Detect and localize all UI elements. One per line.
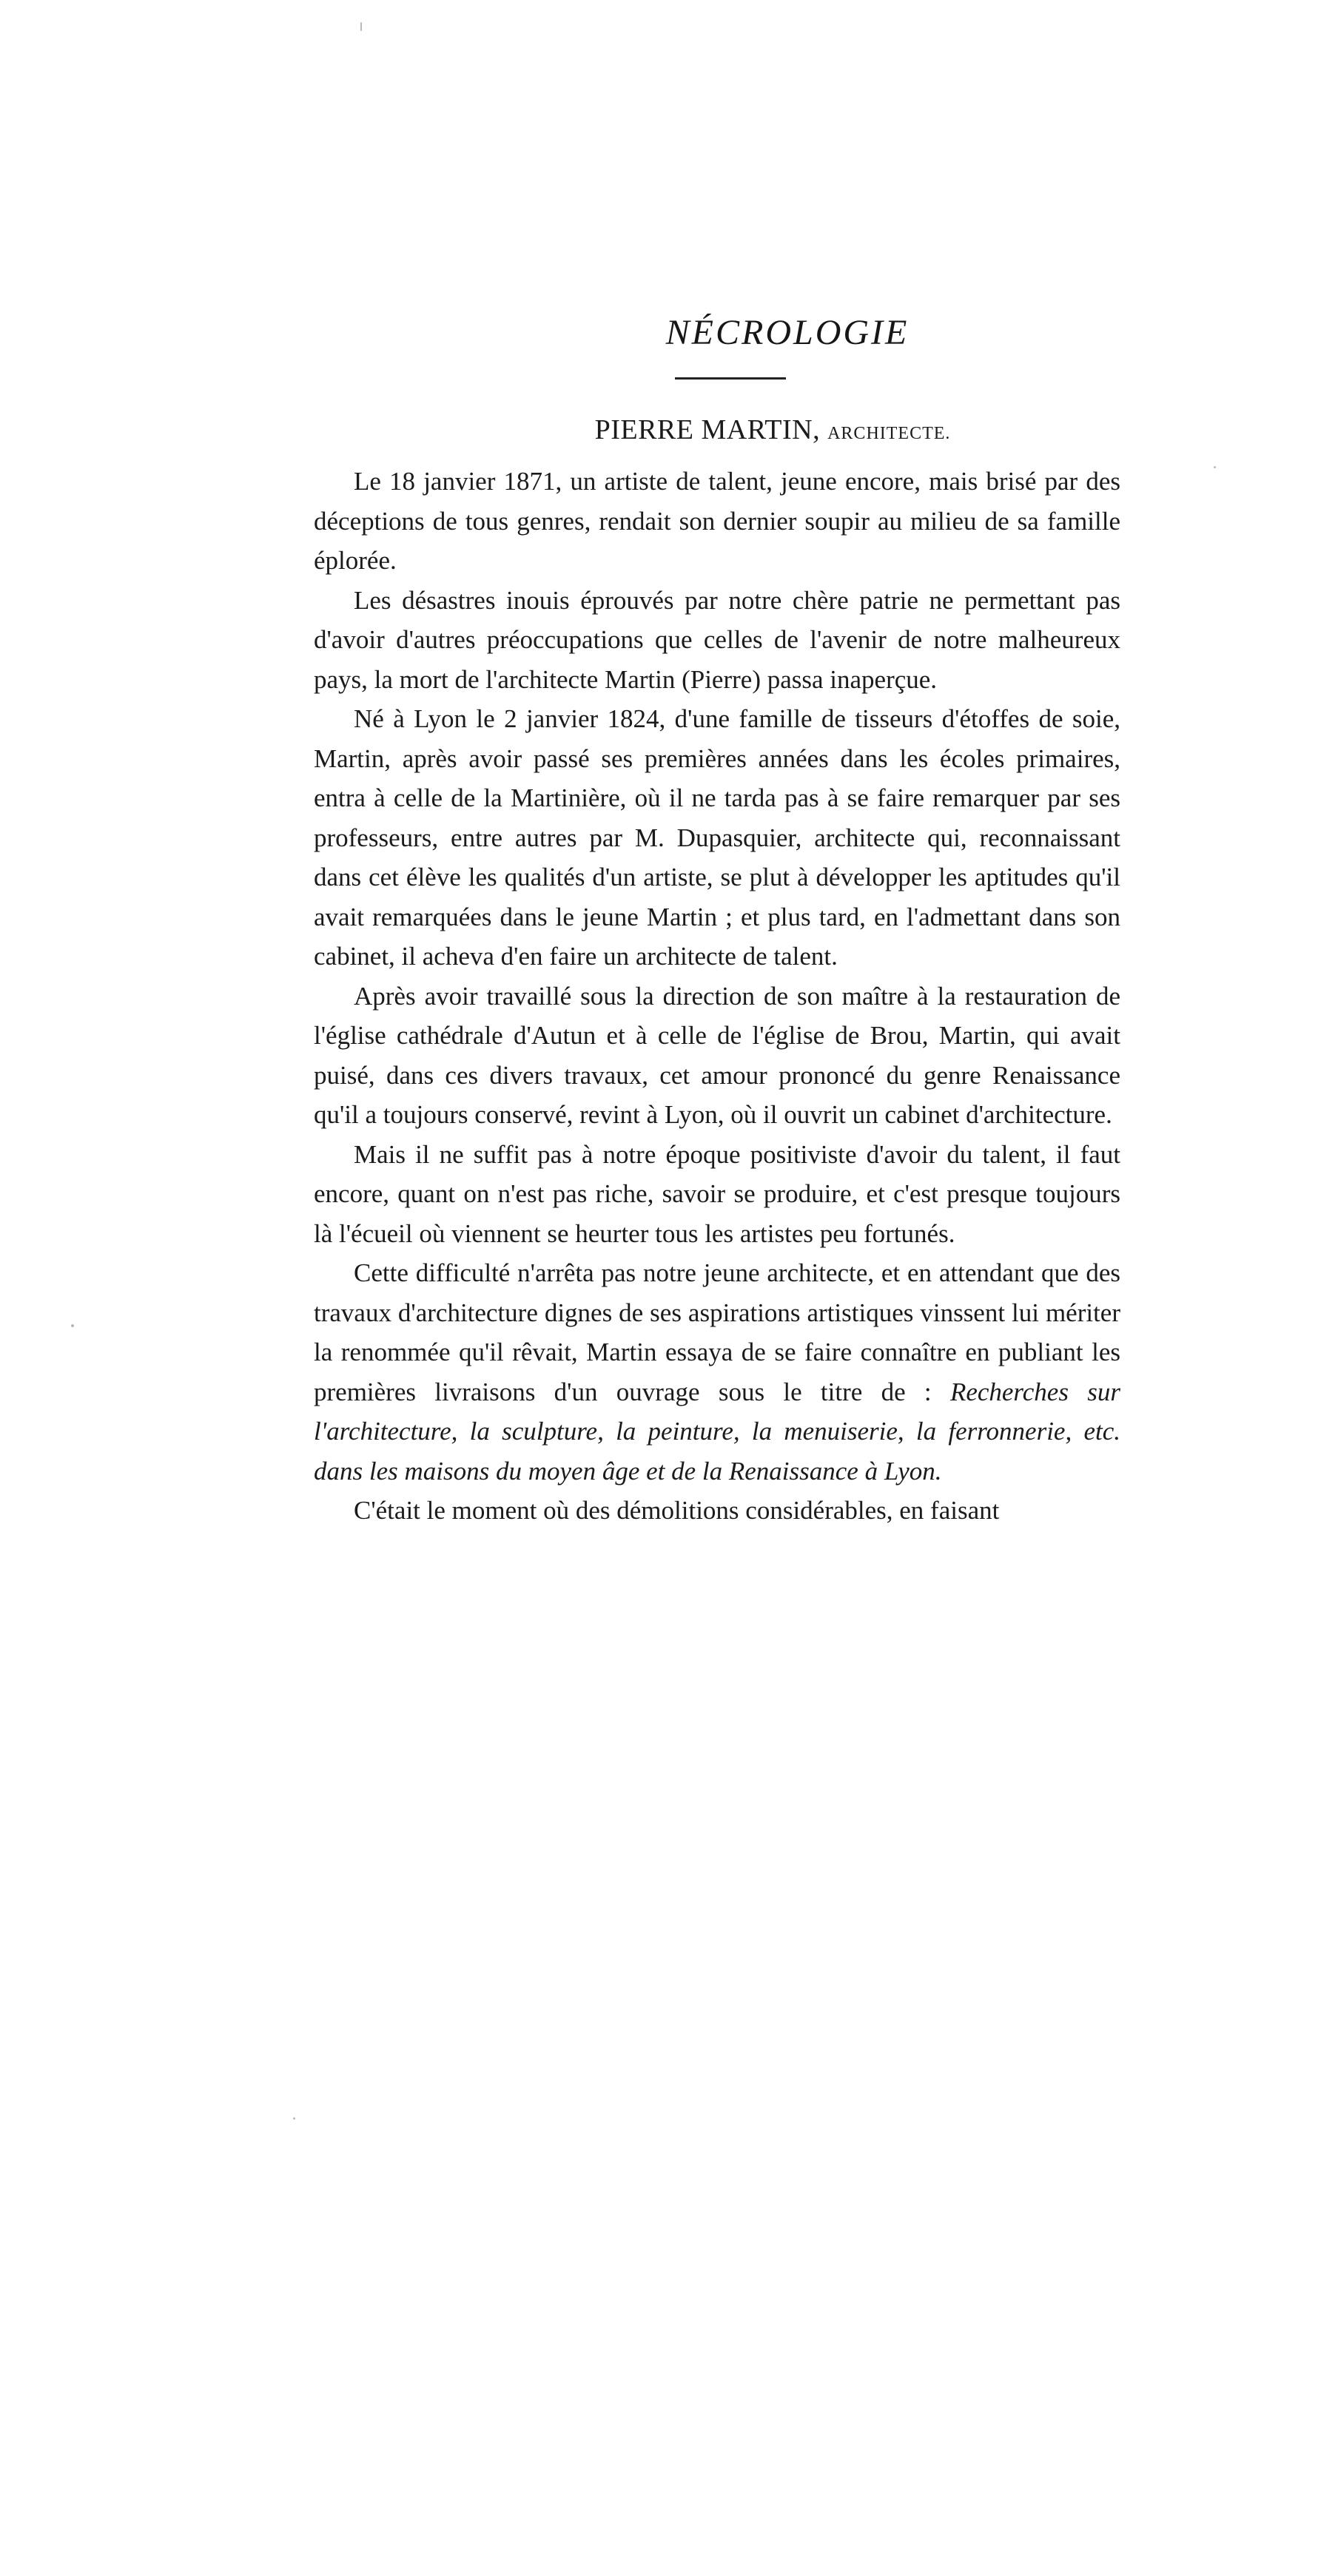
section-heading: NÉCROLOGIE [665,313,910,352]
article-title-role: ARCHITECTE. [827,424,951,443]
article-body [314,462,1120,1531]
paragraph-3: Né à Lyon le 2 janvier 1824, d'une famille de tisseurs d'étoffes de soie, Martin, après avoir passé ses premières années dans les écoles primaires, entra à celle de la Martinière, où il ne tarda pas à se faire remarquer par ses professeurs, entre autres par M. Dupasquier, architecte qui, reconnaissant dans cet élève les qualités d'un artiste, se plut à développer les aptitudes qu'il avait remarquées dans le jeune Martin ; et plus tard, en l'admettant dans son cabinet, il acheva d'en faire un architecte de talent. [314,704,1120,971]
paragraph-6 [314,1253,1120,1491]
scan-speck [71,1324,74,1327]
paragraph-6-text: Cette difficulté n'arrêta pas notre jeune architecte, et en attendant que des travaux d'architecture dignes de ses aspirations artistiques vinssent lui mériter la renommée qu'il rêvait, Martin essaya de se faire connaître en publiant les premières livraisons d'un ouvrage sous le titre de : [314,1258,1120,1406]
paragraph-4: Après avoir travaillé sous la direction de son maître à la restauration de l'église cathédrale d'Autun et à celle de l'église de Brou, Martin, qui avait puisé, dans ces divers travaux, cet amour prononcé du genre Renaissance qu'il a toujours conservé, revint à Lyon, où il ouvrit un cabinet d'architecture. [314,981,1120,1129]
heading-rule [675,377,786,380]
paragraph-5: Mais il ne suffit pas à notre époque positiviste d'avoir du talent, il faut encore, quant on n'est pas riche, savoir se produire, et c'est presque toujours là l'écueil où viennent se heurter tous les artistes peu fortunés. [314,1139,1120,1248]
scan-speck [1214,466,1216,468]
paragraph-2: Les désastres inouis éprouvés par notre chère patrie ne permettant pas d'avoir d'autres préoccupations que celles de l'avenir de notre malheureux pays, la mort de l'architecte Martin (Pierre) passa inaperçue. [314,585,1120,694]
book-title: Recherches sur l'architecture, la sculpture, la peinture, la menuiserie, la ferronnerie, etc. dans les maisons du moyen âge et de la Renaissance à Lyon. [314,1377,1120,1486]
scan-speck [293,2117,295,2120]
article-title-name: PIERRE MARTIN, [594,414,821,445]
paragraph-7: C'était le moment où des démolitions considérables, en faisant [354,1496,1000,1525]
paragraph-1: Le 18 janvier 1871, un artiste de talent, jeune encore, mais brisé par des déceptions de tous genres, rendait son dernier soupir au milieu de sa famille éplorée. [314,467,1120,575]
article-block [314,311,1120,1531]
article-title [425,412,1120,451]
scan-speck [360,22,362,31]
